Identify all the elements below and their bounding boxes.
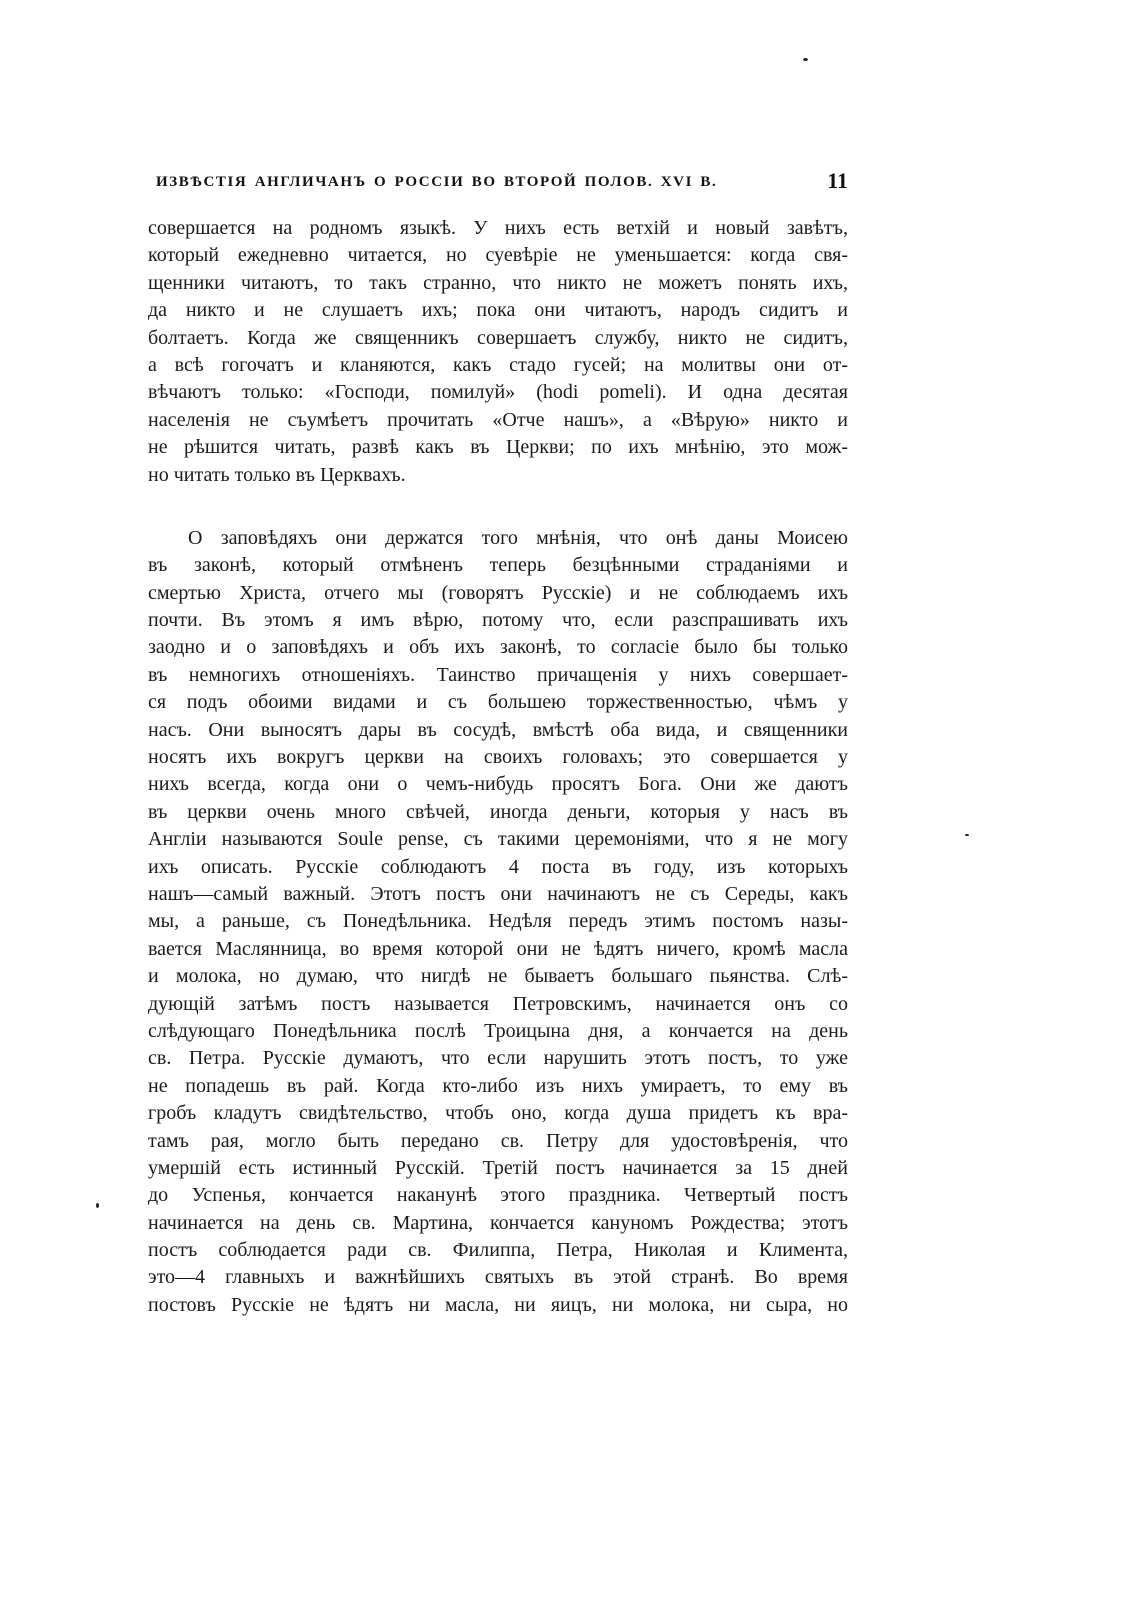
text-line: ся подъ обоими видами и съ большею торжественностью, чѣмъ у — [148, 691, 848, 714]
text-line: не попадешь въ рай. Когда кто-либо изъ нихъ умираетъ, то ему въ — [148, 1074, 848, 1097]
text-line: нихъ всегда, когда они о чемъ-нибудь просятъ Бога. Они же даютъ — [148, 773, 848, 796]
text-line: постовъ Русскіе не ѣдятъ ни масла, ни яицъ, ни молока, ни сыра, но — [148, 1293, 848, 1316]
running-title: ИЗВѢСТІЯ АНГЛИЧАНЪ О РОССІИ ВО ВТОРОЙ ПОЛОВ. XVI В. — [156, 174, 718, 190]
text-line: болтаетъ. Когда же священникъ совершаетъ службу, никто не сидитъ, — [148, 326, 848, 349]
page-number: 11 — [827, 168, 848, 193]
text-line: ихъ описать. Русскіе соблюдаютъ 4 поста въ году, изъ которыхъ — [148, 855, 848, 878]
text-line: заодно и о заповѣдяхъ и объ ихъ законѣ, то согласіе было бы только — [148, 636, 848, 659]
text-line: умершій есть истинный Русскій. Третій постъ начинается за 15 дней — [148, 1156, 848, 1179]
text-line: слѣдующаго Понедѣльника послѣ Троицына дня, а кончается на день — [148, 1019, 848, 1042]
text-line: до Успенья, кончается наканунѣ этого праздника. Четвертый постъ — [148, 1184, 848, 1207]
text-line: постъ соблюдается ради св. Филиппа, Петра, Николая и Климента, — [148, 1239, 848, 1262]
text-line: а всѣ гогочатъ и кланяются, какъ стадо гусей; на молитвы они от- — [148, 353, 848, 376]
text-line: св. Петра. Русскіе думаютъ, что если нарушить этотъ постъ, то уже — [148, 1047, 848, 1070]
text-line: начинается на день св. Мартина, кончается кануномъ Рождества; этотъ — [148, 1211, 848, 1234]
body-text — [148, 215, 848, 1319]
text-line: въ немногихъ отношеніяхъ. Таинство причащенія у нихъ совершает- — [148, 663, 848, 686]
scan-speck — [965, 834, 969, 836]
text-line: почти. Въ этомъ я имъ вѣрю, потому что, если разспрашивать ихъ — [148, 609, 848, 632]
text-line: Англіи называются Soule pense, съ такими церемоніями, что я не могу — [148, 828, 848, 851]
text-line: мы, а раньше, съ Понедѣльника. Недѣля передъ этимъ постомъ назы- — [148, 910, 848, 933]
text-line: нашъ—самый важный. Этотъ постъ они начинаютъ не съ Середы, какъ — [148, 882, 848, 905]
text-line: который ежедневно читается, но суевѣріе не уменьшается: когда свя- — [148, 244, 848, 267]
text-line: О заповѣдяхъ они держатся того мнѣнія, что онѣ даны Моисею — [188, 526, 848, 549]
text-line: въ законѣ, который отмѣненъ теперь безцѣнными страданіями и — [148, 554, 848, 577]
text-line: но читать только въ Церквахъ. — [148, 463, 406, 486]
text-line: въ церкви очень много свѣчей, иногда деньги, которыя у насъ въ — [148, 800, 848, 823]
text-line: не рѣшится читать, развѣ какъ въ Церкви; по ихъ мнѣнію, это мож- — [148, 436, 848, 459]
paragraph-2 — [148, 525, 848, 1319]
text-line: населенія не съумѣетъ прочитать «Отче нашъ», а «Вѣрую» никто и — [148, 408, 848, 431]
text-line: тамъ рая, могло быть передано св. Петру для удостовѣренія, что — [148, 1129, 848, 1152]
text-line: вѣчаютъ только: «Господи, помилуй» (hodi pomeli). И одна десятая — [148, 381, 848, 404]
paragraph-1 — [148, 215, 848, 489]
text-line: дующій затѣмъ постъ называется Петровскимъ, начинается онъ со — [148, 992, 848, 1015]
text-line: смертью Христа, отчего мы (говорятъ Русскіе) и не соблюдаемъ ихъ — [148, 581, 848, 604]
text-line: щенники читаютъ, то такъ странно, что никто не можетъ понять ихъ, — [148, 271, 848, 294]
text-line: носятъ ихъ вокругъ церкви на своихъ головахъ; это совершается у — [148, 746, 848, 769]
scan-speck — [803, 58, 808, 61]
text-line: вается Маслянница, во время которой они не ѣдятъ ничего, кромѣ масла — [148, 937, 848, 960]
scan-speck — [96, 1203, 99, 1208]
text-line: и молока, но думаю, что нигдѣ не бываетъ большаго пьянства. Слѣ- — [148, 965, 848, 988]
page-header — [148, 168, 848, 204]
text-line: да никто и не слушаетъ ихъ; пока они читаютъ, народъ сидитъ и — [148, 299, 848, 322]
text-line: гробъ кладутъ свидѣтельство, чтобъ оно, когда душа придетъ къ вра- — [148, 1102, 848, 1125]
text-line: это—4 главныхъ и важнѣйшихъ святыхъ въ этой странѣ. Во время — [148, 1266, 848, 1289]
text-line: совершается на родномъ языкѣ. У нихъ есть ветхій и новый завѣтъ, — [148, 217, 848, 239]
text-line: насъ. Они выносятъ дары въ сосудѣ, вмѣстѣ оба вида, и священники — [148, 718, 848, 741]
